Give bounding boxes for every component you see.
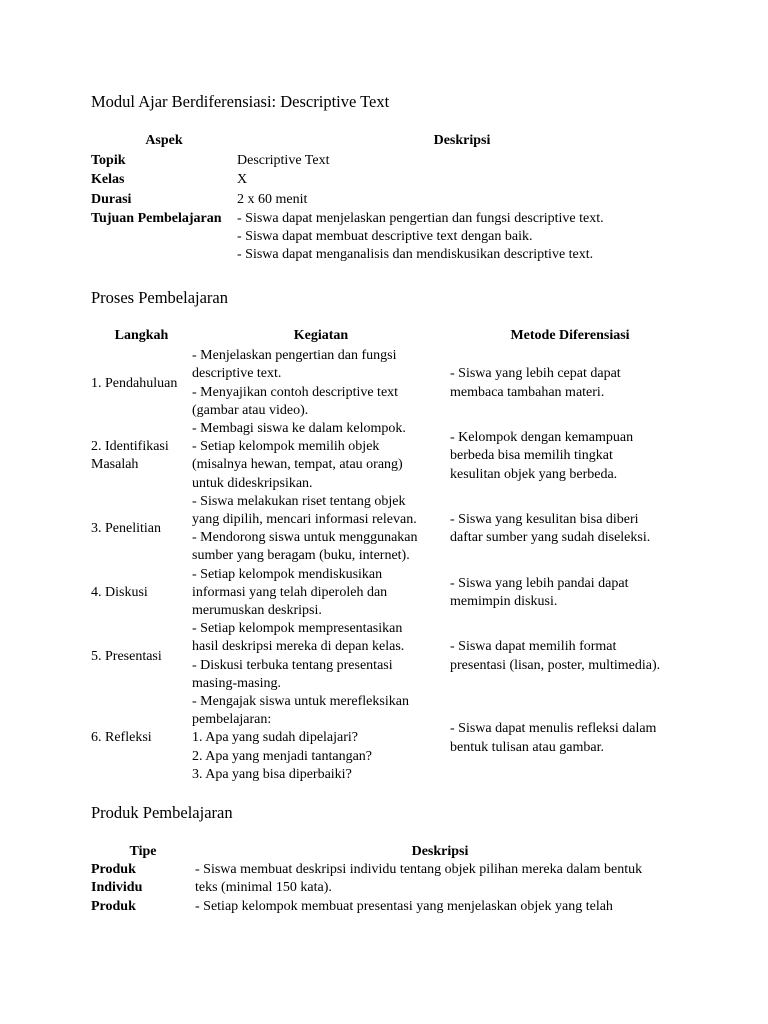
document-title: Modul Ajar Berdiferensiasi: Descriptive Text bbox=[91, 92, 390, 111]
tipe-cell bbox=[91, 861, 195, 897]
kegiatan-line: - Diskusi terbuka tentang presentasi bbox=[192, 657, 393, 673]
langkah-cell bbox=[91, 566, 192, 621]
deskripsi-cell bbox=[237, 171, 687, 191]
kegiatan-cell bbox=[192, 566, 450, 621]
langkah-line: 1. Pendahuluan bbox=[91, 375, 178, 391]
kegiatan-cell bbox=[192, 493, 450, 566]
kegiatan-line: masing-masing. bbox=[192, 675, 282, 691]
kegiatan-line: - Siswa melakukan riset tentang objek bbox=[192, 493, 406, 509]
kegiatan-line: - Menjelaskan pengertian dan fungsi bbox=[192, 348, 397, 364]
langkah-line: 5. Presentasi bbox=[91, 648, 162, 664]
metode-line: presentasi (lisan, poster, multimedia). bbox=[450, 657, 661, 673]
langkah-cell bbox=[91, 620, 192, 693]
deskripsi-cell bbox=[195, 861, 685, 897]
kegiatan-line: - Setiap kelompok memilih objek bbox=[192, 439, 380, 455]
table-row bbox=[91, 191, 687, 211]
section-heading-produk: Produk Pembelajaran bbox=[91, 803, 233, 822]
kegiatan-cell bbox=[192, 420, 450, 493]
header-metode: Metode Diferensiasi bbox=[510, 328, 630, 343]
table-row bbox=[91, 171, 687, 191]
section-heading-proses: Proses Pembelajaran bbox=[91, 288, 229, 307]
kegiatan-line: hasil deskripsi mereka di depan kelas. bbox=[192, 639, 405, 655]
header-deskripsi: Deskripsi bbox=[433, 133, 491, 148]
header-aspek: Aspek bbox=[145, 133, 183, 148]
metode-line: daftar sumber yang sudah diseleksi. bbox=[450, 530, 651, 546]
table-row bbox=[91, 347, 690, 420]
deskripsi-line: - Siswa membuat deskripsi individu tentang objek pilihan mereka dalam bentuk bbox=[195, 862, 643, 878]
metode-line: - Siswa dapat memilih format bbox=[450, 639, 617, 655]
table-row bbox=[91, 693, 690, 784]
deskripsi-line: - Siswa dapat menjelaskan pengertian dan fungsi descriptive text. bbox=[237, 211, 604, 226]
kegiatan-line: - Mendorong siswa untuk menggunakan bbox=[192, 530, 418, 546]
kegiatan-line: - Setiap kelompok mempresentasikan bbox=[192, 621, 403, 637]
deskripsi-cell bbox=[237, 210, 687, 265]
kegiatan-line: 1. Apa yang sudah dipelajari? bbox=[192, 730, 359, 746]
deskripsi-cell bbox=[195, 898, 685, 916]
metode-line: - Kelompok dengan kemampuan bbox=[450, 430, 634, 446]
kegiatan-cell bbox=[192, 347, 450, 420]
tipe-line: Individu bbox=[91, 880, 143, 896]
kegiatan-line: sumber yang beragam (buku, internet). bbox=[192, 548, 410, 564]
langkah-cell bbox=[91, 347, 192, 420]
proses-table bbox=[91, 327, 690, 784]
kegiatan-line: informasi yang telah diperoleh dan bbox=[192, 584, 388, 600]
table-row bbox=[91, 620, 690, 693]
aspek-cell: Tujuan Pembelajaran bbox=[91, 211, 222, 226]
table-row bbox=[91, 861, 685, 897]
table-header-row bbox=[91, 327, 690, 347]
table-row bbox=[91, 210, 687, 265]
metode-line: - Siswa yang lebih pandai dapat bbox=[450, 575, 629, 591]
table-header-row bbox=[91, 843, 685, 861]
kegiatan-line: - Mengajak siswa untuk merefleksikan bbox=[192, 694, 409, 710]
metode-cell bbox=[450, 493, 690, 566]
deskripsi-cell bbox=[237, 191, 687, 211]
metode-line: - Siswa yang lebih cepat dapat bbox=[450, 366, 621, 382]
table-row bbox=[91, 566, 690, 621]
metode-cell bbox=[450, 620, 690, 693]
header-kegiatan: Kegiatan bbox=[293, 328, 349, 343]
tipe-cell bbox=[91, 898, 195, 916]
deskripsi-line: teks (minimal 150 kata). bbox=[195, 880, 332, 896]
kegiatan-cell bbox=[192, 693, 450, 784]
tipe-line: Produk bbox=[91, 898, 136, 914]
kegiatan-line: yang dipilih, mencari informasi relevan. bbox=[192, 512, 417, 528]
metode-cell bbox=[450, 420, 690, 493]
kegiatan-line: - Setiap kelompok mendiskusikan bbox=[192, 566, 383, 582]
kegiatan-line: 2. Apa yang menjadi tantangan? bbox=[192, 748, 372, 764]
langkah-cell bbox=[91, 493, 192, 566]
header-deskripsi: Deskripsi bbox=[411, 844, 469, 859]
kegiatan-line: (misalnya hewan, tempat, atau orang) bbox=[192, 457, 403, 473]
metode-line: berbeda bisa memilih tingkat bbox=[450, 448, 613, 464]
deskripsi-line: X bbox=[237, 172, 248, 187]
kegiatan-cell bbox=[192, 620, 450, 693]
metode-cell bbox=[450, 693, 690, 784]
table-row bbox=[91, 420, 690, 493]
langkah-line: Masalah bbox=[91, 457, 139, 473]
deskripsi-line: - Siswa dapat membuat descriptive text dengan baik. bbox=[237, 229, 533, 245]
kegiatan-line: untuk dideskripsikan. bbox=[192, 475, 313, 491]
metode-line: - Siswa yang kesulitan bisa diberi bbox=[450, 512, 639, 528]
kegiatan-line: (gambar atau video). bbox=[192, 402, 309, 418]
metode-cell bbox=[450, 347, 690, 420]
kegiatan-line: pembelajaran: bbox=[192, 712, 272, 728]
metode-line: - Siswa dapat menulis refleksi dalam bbox=[450, 721, 657, 737]
aspek-cell: Durasi bbox=[91, 191, 132, 207]
deskripsi-line: - Siswa dapat menganalisis dan mendiskusikan descriptive text. bbox=[237, 247, 594, 263]
kegiatan-line: - Menyajikan contoh descriptive text bbox=[192, 384, 399, 400]
langkah-cell bbox=[91, 420, 192, 493]
metode-line: memimpin diskusi. bbox=[450, 593, 558, 609]
langkah-line: 3. Penelitian bbox=[91, 521, 161, 537]
aspek-cell: Kelas bbox=[91, 172, 125, 187]
deskripsi-cell bbox=[237, 152, 687, 172]
deskripsi-line: - Setiap kelompok membuat presentasi yang menjelaskan objek yang telah bbox=[195, 898, 613, 914]
produk-table bbox=[91, 843, 685, 916]
deskripsi-line: Descriptive Text bbox=[237, 152, 330, 168]
metode-line: kesulitan objek yang berbeda. bbox=[450, 466, 618, 482]
langkah-line: 6. Refleksi bbox=[91, 730, 152, 746]
tipe-line: Produk bbox=[91, 862, 136, 878]
langkah-line: 4. Diskusi bbox=[91, 584, 148, 600]
kegiatan-line: descriptive text. bbox=[192, 366, 282, 382]
langkah-cell bbox=[91, 693, 192, 784]
metode-cell bbox=[450, 566, 690, 621]
aspek-table bbox=[91, 132, 687, 265]
kegiatan-line: merumuskan deskripsi. bbox=[192, 603, 322, 619]
aspek-cell: Topik bbox=[91, 152, 126, 168]
table-row bbox=[91, 152, 687, 172]
kegiatan-line: 3. Apa yang bisa diperbaiki? bbox=[192, 766, 352, 782]
metode-line: membaca tambahan materi. bbox=[450, 384, 605, 400]
header-tipe: Tipe bbox=[129, 844, 157, 859]
deskripsi-line: 2 x 60 menit bbox=[237, 191, 308, 207]
table-row bbox=[91, 898, 685, 916]
table-header-row bbox=[91, 132, 687, 152]
metode-line: bentuk tulisan atau gambar. bbox=[450, 739, 604, 755]
langkah-line: 2. Identifikasi bbox=[91, 439, 169, 455]
table-row bbox=[91, 493, 690, 566]
kegiatan-line: - Membagi siswa ke dalam kelompok. bbox=[192, 421, 406, 437]
header-langkah: Langkah bbox=[114, 328, 169, 343]
